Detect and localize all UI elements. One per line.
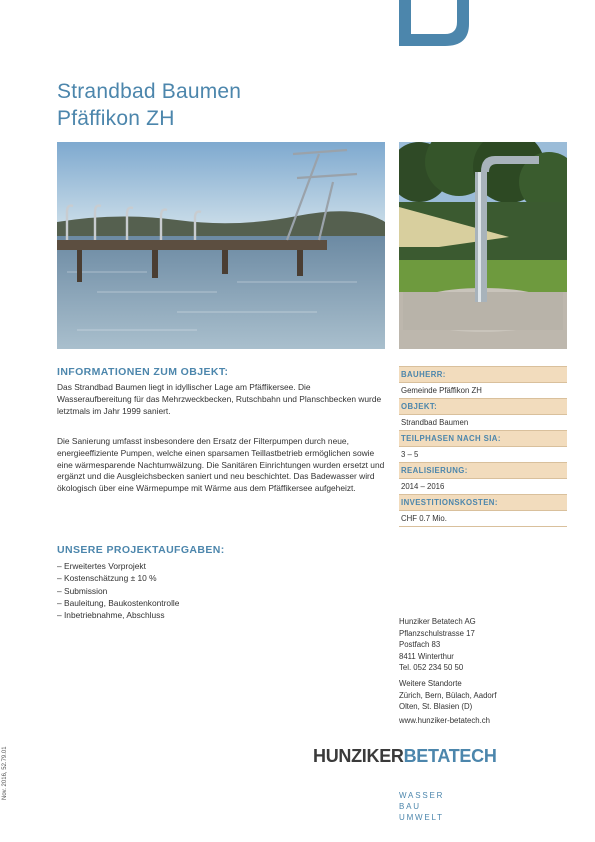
phases-label: TEILPHASEN NACH SIA: <box>399 430 567 446</box>
info-heading: INFORMATIONEN ZUM OBJEKT: <box>57 366 229 378</box>
brand-part-2: BETATECH <box>403 746 497 766</box>
street: Pflanzschulstrasse 17 <box>399 628 475 638</box>
page-subtitle: Pfäffikon ZH <box>57 107 175 130</box>
costs-value: CHF 0.7 Mio. <box>399 510 567 527</box>
costs-label: INVESTITIONSKOSTEN: <box>399 494 567 510</box>
locations-title: Weitere Standorte <box>399 679 462 688</box>
footer-code: Nov. 2016, 52.79.01 <box>2 746 8 800</box>
owner-value: Gemeinde Pfäffikon ZH <box>399 382 567 398</box>
phases-value: 3 – 5 <box>399 446 567 462</box>
realization-label: REALISIERUNG: <box>399 462 567 478</box>
brand-wordmark <box>313 746 497 770</box>
info-paragraph-1: Das Strandbad Baumen liegt in idyllischer Lage am Pfäffikersee. Die Wasseraufbereitung für das Mehrzweckbecken, Rutschbahn und Planschbecken wurde letztmals im Jahr 1999 saniert. <box>57 382 382 416</box>
owner-label: BAUHERR: <box>399 366 567 382</box>
object-label: OBJEKT: <box>399 398 567 414</box>
brand-tagline <box>399 790 444 823</box>
tasks-list <box>57 560 357 621</box>
list-item: – Submission <box>57 585 108 596</box>
lake-photo <box>57 142 385 349</box>
phone: Tel. 052 234 50 50 <box>399 663 464 673</box>
list-item: – Erweitertes Vorprojekt <box>57 561 146 571</box>
tagline-2: BAU <box>399 802 421 811</box>
info-paragraph-2: Die Sanierung umfasst insbesondere den Ersatz der Filterpumpen durch neue, energieeffiziente Pumpen, welche einen sparsamen Teillastbetrieb ermöglichen sowie eine wärmesparende Nachtumwälzung. Die Sanitären Einrichtungen wurden ersetzt und ergänzt und die Ausgleichsbecken saniert und neu beschichtet. Das Badewasser wird ökologisch über eine Wärmepumpe mit Wärme aus dem Pfäffikersee aufgeheizt. <box>57 436 385 494</box>
po-box: Postfach 83 <box>399 640 441 650</box>
list-item: – Inbetriebnahme, Abschluss <box>57 610 165 621</box>
page-title: Strandbad Baumen <box>57 80 242 103</box>
locations-block <box>399 678 497 713</box>
realization-value: 2014 – 2016 <box>399 478 567 494</box>
company-name: Hunziker Betatech AG <box>399 617 476 626</box>
tagline-3: UMWELT <box>399 813 444 822</box>
address-block <box>399 616 476 674</box>
website-link[interactable]: www.hunziker-betatech.ch <box>399 716 491 725</box>
logo-mark <box>399 0 469 46</box>
object-value: Strandbad Baumen <box>399 414 567 430</box>
brand-part-1: HUNZIKER <box>313 746 404 766</box>
locations-line-2: Olten, St. Blasien (D) <box>399 702 473 712</box>
pipe-photo <box>399 142 567 349</box>
tasks-heading: UNSERE PROJEKTAUFGABEN: <box>57 544 225 556</box>
locations-line-1: Zürich, Bern, Bülach, Aadorf <box>399 690 497 700</box>
city: 8411 Winterthur <box>399 651 454 661</box>
tagline-1: WASSER <box>399 791 445 800</box>
fact-sheet <box>399 366 567 527</box>
list-item: – Kostenschätzung ± 10 % <box>57 573 157 584</box>
list-item: – Bauleitung, Baukostenkontrolle <box>57 597 180 608</box>
